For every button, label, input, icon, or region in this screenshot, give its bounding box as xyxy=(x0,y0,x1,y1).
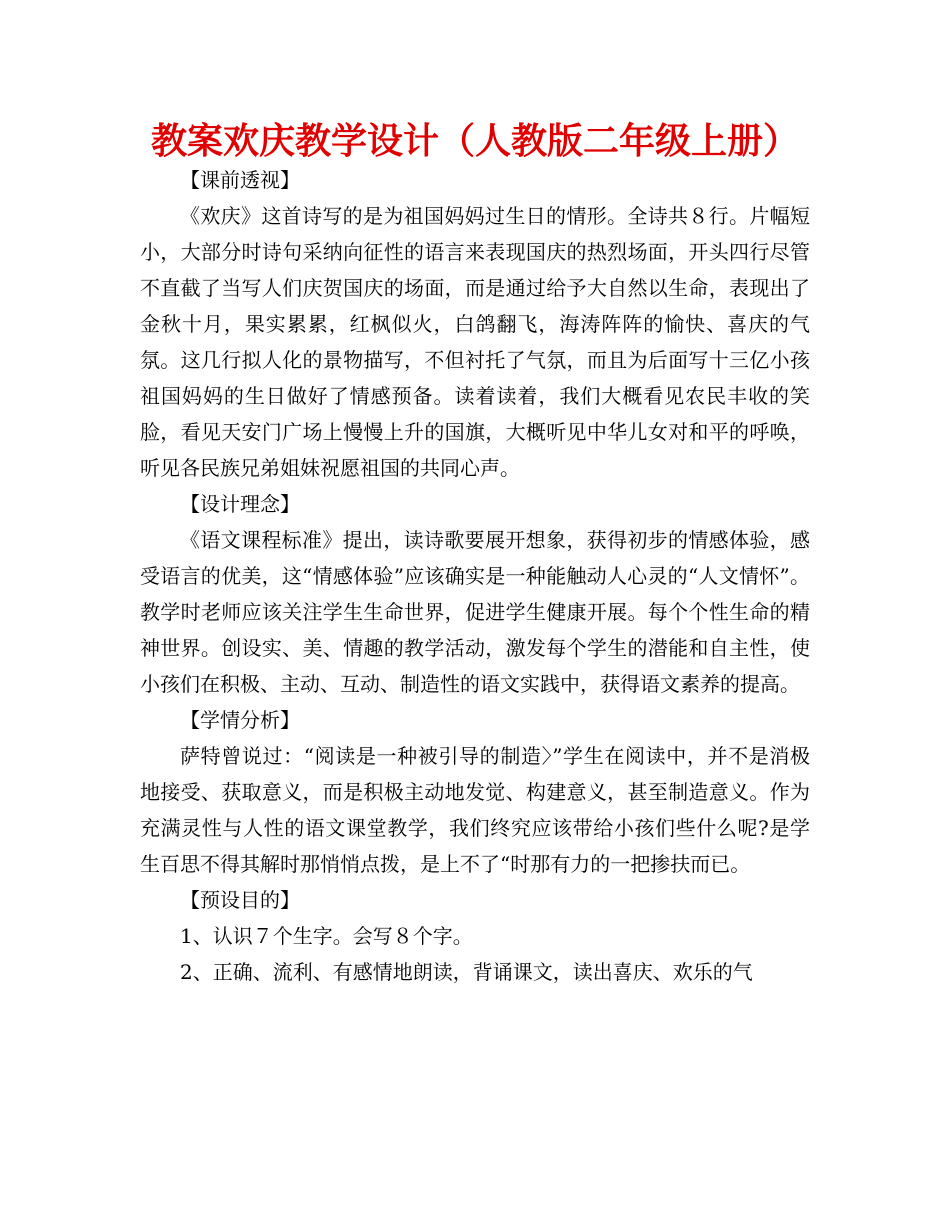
section-heading-design-concept: 【设计理念】 xyxy=(180,492,300,516)
paragraph-learner-analysis: 萨特曾说过：“阅读是一种被引导的制造〉”学生在阅读中，并不是消极地接受、获取意义，而是积极主动地发觉、构建意义，甚至制造意义。作为充满灵性与人性的语文课堂教学，我们终究应该带给小孩们些什么呢?是学生百思不得其解时那悄悄点拨，是上不了“时那有力的一把掺扶而已。 xyxy=(140,744,810,876)
section-heading-learner-analysis: 【学情分析】 xyxy=(180,708,300,732)
objective-item: 1、认识７个生字。会写８个字。 xyxy=(180,924,473,948)
document-body xyxy=(140,162,810,990)
section-heading-preview: 【课前透视】 xyxy=(180,168,300,192)
objective-item: 2、正确、流利、有感情地朗读，背诵课文，读出喜庆、欢乐的气 xyxy=(180,960,753,984)
document-title: 教案欢庆教学设计（人教版二年级上册） xyxy=(150,121,799,162)
section-heading-objectives: 【预设目的】 xyxy=(180,888,300,912)
paragraph-design-concept: 《语文课程标准》提出，读诗歌要展开想象，获得初步的情感体验，感受语言的优美，这“情感体验”应该确实是一种能触动人心灵的“人文情怀”。教学时老师应该关注学生生命世界，促进学生健康开展。每个个性生命的精神世界。创设实、美、情趣的教学活动，激发每个学生的潜能和自主性，使小孩们在积极、主动、互动、制造性的语文实践中，获得语文素养的提高。 xyxy=(140,528,810,696)
paragraph-preview: 《欢庆》这首诗写的是为祖国妈妈过生日的情形。全诗共８行。片幅短小，大部分时诗句采纳向征性的语言来表现国庆的热烈场面，开头四行尽管不直截了当写人们庆贺国庆的场面，而是通过给予大自然以生命，表现出了金秋十月，果实累累，红枫似火，白鸽翻飞，海涛阵阵的愉快、喜庆的气氛。这几行拟人化的景物描写，不但衬托了气氛，而且为后面写十三亿小孩祖国妈妈的生日做好了情感预备。读着读着，我们大概看见农民丰收的笑脸，看见天安门广场上慢慢上升的国旗，大概听见中华儿女对和平的呼唤，听见各民族兄弟姐妹祝愿祖国的共同心声。 xyxy=(140,204,810,480)
